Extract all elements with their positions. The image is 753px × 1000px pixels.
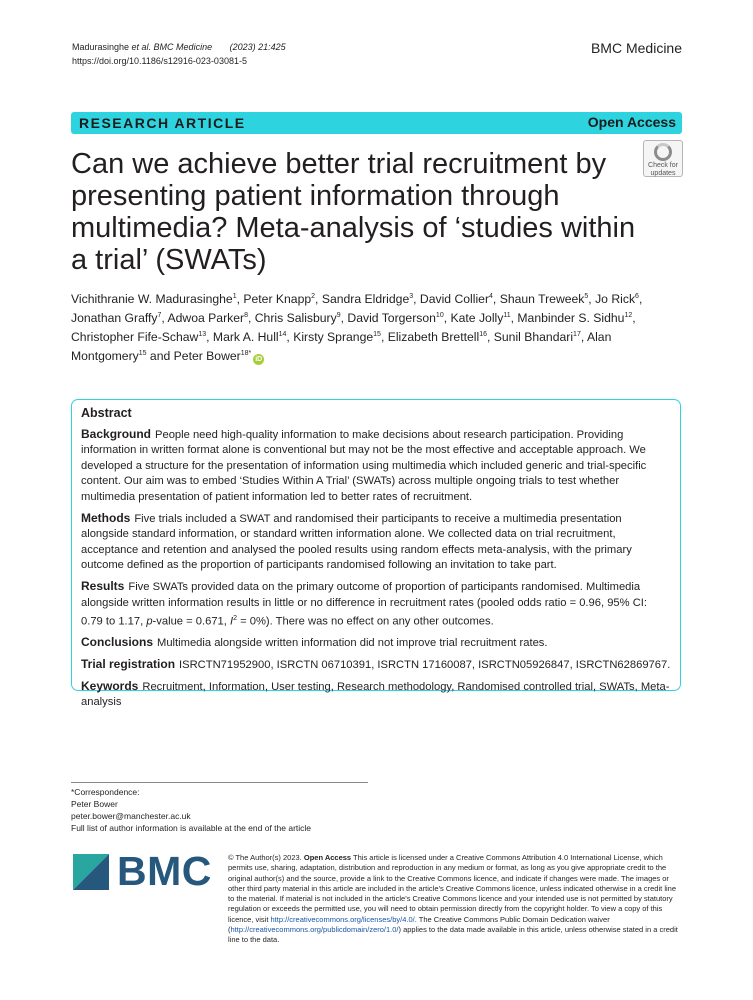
author-affiliation: 9 — [336, 312, 341, 319]
license-statement — [228, 853, 683, 946]
cc-by-link[interactable]: http://creativecommons.org/licenses/by/4.0/ — [270, 914, 415, 924]
abstract-results — [81, 579, 671, 631]
section-label: Keywords — [81, 678, 139, 693]
author: Mark A. Hull — [212, 330, 279, 344]
section-text: -value = 0.671, — [152, 615, 230, 628]
i-symbol: I — [229, 615, 234, 628]
author: Sandra Eldridge — [321, 292, 410, 306]
section-label: Trial registration — [81, 657, 176, 672]
license-text: ) applies to the data made available in this article, unless otherwise stated in a credit line to the data. — [228, 925, 678, 945]
license-text: This article is licensed under a Creative Commons Attribution 4.0 International License, which permits use, sharing, adaptation, distribution and reproduction in any medium or format, as long as you give appropriate credit to the original author(s) and the source, provide a link to the Creative Commons licence, and indicate if changes were made. The images or other third party material in this article are included in the article’s Creative Commons licence, unless indicated otherwise in a credit line to the material. If material is not included in the article’s Creative Commons licence and your intended use is not permitted by statutory regulation or exceeds the permitted use, you will need to obtain permission directly from the copyright holder. To view a copy of this licence, visit — [228, 853, 676, 924]
author: Peter Bower — [173, 349, 241, 363]
author-affiliation: 14 — [278, 331, 287, 338]
correspondence-footnote — [71, 786, 311, 834]
section-text: Recruitment, Information, User testing, Research methodology, Randomised controlled trial, SWATs, Meta-analysis — [81, 680, 670, 709]
check-updates-line2: updates — [650, 170, 676, 177]
author-affiliation: 6 — [635, 293, 639, 300]
section-text: Five trials included a SWAT and randomised their participants to receive a multimedia presentation alongside standard information, or standard written information alone. We collected data on trial recruitment, acceptance and retention and analysed the pooled results using random effects meta-analysis, with the primary outcome defined as the proportion of participants randomised following an invitation to take part. — [81, 512, 632, 572]
license-text: . The Creative Commons Public Domain Dedication waiver ( — [228, 914, 610, 935]
license-text: © The Author(s) 2023. — [228, 853, 304, 862]
section-text: ISRCTN71952900, ISRCTN 06710391, ISRCTN 17160087, ISRCTN05926847, ISRCTN62869767. — [179, 659, 671, 672]
cite-authors: Madurasinghe — [72, 42, 132, 52]
check-for-updates-button[interactable] — [643, 140, 683, 177]
author-affiliation: 10 — [435, 312, 444, 319]
abstract-keywords — [81, 679, 671, 711]
author: Kirsty Sprange — [293, 330, 374, 344]
footnote-line: Peter Bower — [71, 799, 118, 809]
section-text: People need high-quality information to make decisions about research participation. Providing information in written format alone is conventional but may not be the most effective and acceptable approach. We developed a structure for the presentation of information using multimedia which included generic and trial-specific content. Our aim was to embed ‘Studies Within A Trial’ (SWATs) across multiple ongoing trials to test whether multimedia presentation of patient information led to better rates of recruitment. — [81, 428, 647, 503]
author-affiliation: 3 — [409, 293, 414, 300]
author-affiliation: 2 — [311, 293, 316, 300]
author-affiliation: 5 — [584, 293, 589, 300]
abstract-conclusions — [81, 635, 671, 652]
author: David Torgerson — [347, 311, 436, 325]
section-text: = 0%). There was no effect on any other outcomes. — [237, 615, 494, 628]
article-banner — [71, 112, 682, 134]
check-updates-icon — [654, 143, 672, 161]
bmc-logo-text: BMC — [117, 848, 212, 894]
authors-and: and — [149, 349, 171, 363]
section-label: Background — [81, 426, 152, 441]
author: Kate Jolly — [450, 311, 504, 325]
author: Shaun Treweek — [499, 292, 585, 306]
author-affiliation: 17 — [573, 331, 581, 338]
author-affiliation: 15 — [373, 331, 381, 338]
orcid-icon[interactable]: iD — [255, 356, 263, 363]
correspondence-email[interactable]: peter.bower@manchester.ac.uk — [71, 811, 191, 821]
abstract-methods — [81, 511, 671, 574]
section-label: Conclusions — [81, 635, 154, 650]
cite-journal: et al. BMC Medicine — [131, 42, 213, 52]
author-affiliation: 15 — [138, 350, 147, 357]
abstract-box — [71, 399, 681, 709]
author-affiliation: 1 — [232, 293, 237, 300]
author-affiliation: 13 — [198, 331, 207, 338]
license-open-access: Open Access — [303, 853, 352, 862]
cc-zero-link[interactable]: http://creativecommons.org/publicdomain/zero/1.0/ — [230, 925, 399, 935]
author: Jonathan Graffy — [71, 311, 158, 325]
i-superscript: 2 — [233, 615, 237, 623]
bmc-logo-mark-icon — [73, 854, 109, 890]
author-affiliation: 8 — [244, 312, 248, 319]
author-affiliation: 7 — [157, 312, 162, 319]
author: Vichithranie W. Madurasinghe — [71, 292, 233, 306]
article-type: RESEARCH ARTICLE — [79, 115, 246, 131]
section-label: Results — [81, 578, 125, 593]
cite-year-volume: (2023) 21:425 — [229, 42, 286, 52]
author-affiliation: 12 — [624, 312, 633, 319]
doi-link[interactable]: https://doi.org/10.1186/s12916-023-03081-5 — [72, 56, 247, 66]
author-affiliation: 11 — [503, 312, 511, 319]
journal-name: BMC Medicine — [590, 40, 682, 56]
abstract-registration — [81, 657, 671, 674]
author: Chris Salisbury — [254, 311, 337, 325]
author-affiliation: 4 — [489, 293, 493, 300]
author: David Collier — [419, 292, 490, 306]
footnote-line: *Correspondence: — [71, 787, 140, 797]
abstract-background — [81, 427, 671, 506]
section-label: Methods — [81, 510, 131, 525]
author: Sunil Bhandari — [493, 330, 574, 344]
author: Christopher Fife-Schaw — [71, 330, 199, 344]
author: Alan Montgomery — [71, 330, 612, 363]
section-text: Five SWATs provided data on the primary outcome of proportion of participants randomised. Multimedia alongside written information results in little or no difference in recruitment rates (pooled odds ratio = 0.96, 95% CI: 0.79 to 1.17, — [81, 580, 647, 628]
bmc-logo — [73, 848, 213, 904]
open-access-label: Open Access — [587, 114, 676, 130]
p-symbol: p — [146, 615, 153, 628]
author-list: Vichithranie W. Madurasinghe$^1$, Peter Knapp$^2$, Sandra Eldridge$^3$, David Collier$^4$, Shaun Treweek$^5$, Jo Rick$^6$, Jonathan Graffy$^7$, Adwoa Parker$^8$, Chris Salisbury$^9$, David Torgerson$^{10}$, Kate Jolly$^{11}$, Manbinder S. Sidhu$^{12}$, Christopher Fife-Schaw$^{13}$, Mark A. Hull$^{14}$, Kirsty Sprange$^{15}$, Elizabeth Brettell$^{16}$, Sunil Bhandari$^{17}$, Alan Montgomery$^{15}$ and Peter Bower$^{18*}$iD — [71, 292, 643, 363]
author: Manbinder S. Sidhu — [517, 311, 625, 325]
citation-header — [72, 40, 286, 68]
section-text: Multimedia alongside written information did not improve trial recruitment rates. — [157, 637, 548, 650]
author: Peter Knapp — [243, 292, 312, 306]
article-title: Can we achieve better trial recruitment by presenting patient information through multimedia? Meta-analysis of ‘studies within a trial’ (SWATs) — [71, 148, 636, 276]
check-updates-line1: Check for — [648, 162, 678, 169]
author-affiliation: 18* — [240, 350, 252, 357]
author: Elizabeth Brettell — [387, 330, 480, 344]
author: Adwoa Parker — [167, 311, 245, 325]
author-affiliation: 16 — [479, 331, 487, 338]
footnote-divider — [71, 782, 368, 783]
footnote-line: Full list of author information is available at the end of the article — [71, 823, 312, 833]
abstract-heading: Abstract — [81, 406, 132, 420]
author: Jo Rick — [595, 292, 636, 306]
